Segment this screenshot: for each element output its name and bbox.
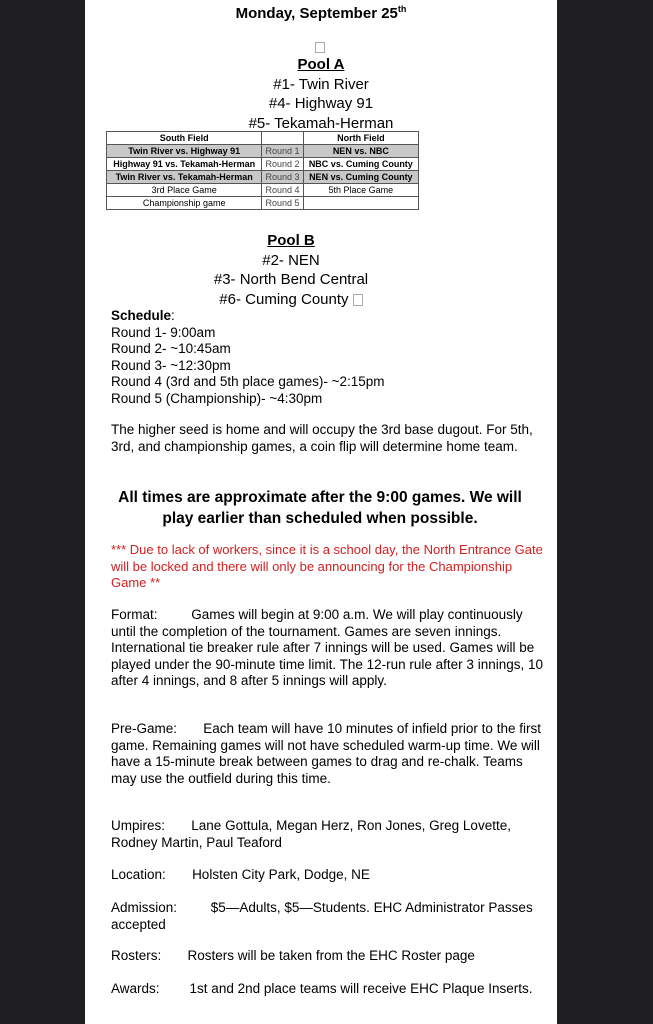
detail-text: $5—Adults, $5—Students. EHC Administrator Passes accepted: [111, 900, 533, 932]
pool-b-team-text: #6- Cuming County: [219, 290, 349, 308]
north-game: NEN vs. NBC: [303, 145, 418, 158]
south-game: Twin River vs. Tekamah-Herman: [107, 171, 262, 184]
pool-b-team: #3- North Bend Central: [213, 271, 369, 288]
detail-admission: [111, 900, 551, 933]
schedule-title: Schedule: [111, 308, 172, 323]
detail-text: Games will begin at 9:00 a.m. We will play continuously until the completion of the tournament. Games are seven innings. International tie breaker rule after 7 innings will be used. Games will be played under the 90-minute time limit. The 12-run rule after 3 innings, 10 after 4 innings, and 8 after 5 innings will apply.: [111, 607, 543, 688]
detail-label: Format:: [111, 607, 158, 622]
detail-format: [111, 607, 551, 690]
pool-b-title: Pool B: [267, 232, 315, 249]
south-game: 3rd Place Game: [107, 184, 262, 197]
schedule-item: Round 5 (Championship)- ~4:30pm: [111, 390, 323, 406]
south-game: Championship game: [107, 197, 262, 210]
date-heading: [85, 4, 557, 22]
schedule-item: Round 2- ~10:45am: [111, 341, 231, 356]
pool-b: [55, 231, 527, 309]
detail-label: Admission:: [111, 900, 178, 915]
table-row: [107, 171, 419, 184]
date-sup: th: [397, 4, 407, 14]
detail-text: Holsten City Park, Dodge, NE: [192, 867, 370, 882]
pool-a-team: #5- Tekamah-Herman: [248, 114, 394, 132]
pool-b-team: [55, 290, 527, 310]
detail-text: Lane Gottula, Megan Herz, Ron Jones, Greg Lovette, Rodney Martin, Paul Teaford: [111, 818, 511, 850]
table-row: [107, 184, 419, 197]
pool-a-team: #4- Highway 91: [268, 95, 374, 112]
schedule: Schedule: Round 1- 9:00am Round 2- ~10:45am Round 3- ~12:30pm Round 4 (3rd and 5th place games)- ~2:15pm Round 5 (Championship)- ~4:30pm: [111, 308, 551, 407]
document-page: [85, 0, 557, 1024]
south-game: Twin River vs. Highway 91: [107, 145, 262, 158]
detail-text: 1st and 2nd place teams will receive EHC Plaque Inserts.: [189, 981, 533, 996]
detail-awards: [111, 981, 551, 998]
detail-umpires: [111, 818, 551, 851]
pool-b-team: #2- NEN: [262, 251, 320, 269]
pool-a-team: #1- Twin River: [273, 75, 369, 93]
schedule-item: Round 1- 9:00am: [111, 324, 216, 340]
north-game: NBC vs. Cuming County: [303, 158, 418, 171]
round: Round 2: [262, 158, 303, 171]
round: Round 5: [262, 197, 303, 210]
north-game: NEN vs. Cuming County: [303, 171, 418, 184]
table-row: [107, 145, 419, 158]
north-game: [303, 197, 418, 210]
round: Round 1: [262, 145, 303, 158]
detail-label: Location:: [111, 867, 166, 882]
detail-location: [111, 867, 551, 884]
home-note: The higher seed is home and will occupy the 3rd base dugout. For 5th, 3rd, and championship games, a coin flip will determine home team.: [111, 422, 533, 454]
bracket-table: [106, 131, 419, 210]
detail-pregame: [111, 721, 551, 787]
table-row: [107, 158, 419, 171]
placeholder-glyph-icon: [315, 42, 325, 53]
placeholder-glyph-icon: [353, 294, 363, 306]
header-blank: [262, 132, 303, 145]
header-south: South Field: [107, 132, 262, 145]
date-text: Monday, September 25: [235, 5, 398, 22]
round: Round 4: [262, 184, 303, 197]
detail-label: Pre-Game:: [111, 721, 178, 736]
detail-text: Each team will have 10 minutes of infield prior to the first game. Remaining games will not have scheduled warm-up time. We will have a 15-minute break between games to drag and re-chalk. Teams may use the outfield during this time.: [111, 721, 541, 786]
pool-a-title: Pool A: [297, 56, 345, 73]
detail-label: Rosters:: [111, 948, 162, 963]
schedule-item: Round 3- ~12:30pm: [111, 357, 231, 373]
detail-rosters: [111, 948, 551, 965]
detail-label: Umpires:: [111, 818, 166, 833]
detail-text: Rosters will be taken from the EHC Roster page: [187, 948, 475, 963]
south-game: Highway 91 vs. Tekamah-Herman: [107, 158, 262, 171]
detail-label: Awards:: [111, 981, 160, 996]
north-game: 5th Place Game: [303, 184, 418, 197]
times-note: All times are approximate after the 9:00 games. We will play earlier than scheduled when possible.: [118, 489, 522, 527]
header-north: North Field: [303, 132, 418, 145]
table-row: [107, 197, 419, 210]
round: Round 3: [262, 171, 303, 184]
red-note: *** Due to lack of workers, since it is a school day, the North Entrance Gate will be locked and there will only be announcing for the Championship Game **: [111, 542, 543, 590]
pool-a: [85, 55, 557, 133]
schedule-item: Round 4 (3rd and 5th place games)- ~2:15pm: [111, 374, 385, 389]
